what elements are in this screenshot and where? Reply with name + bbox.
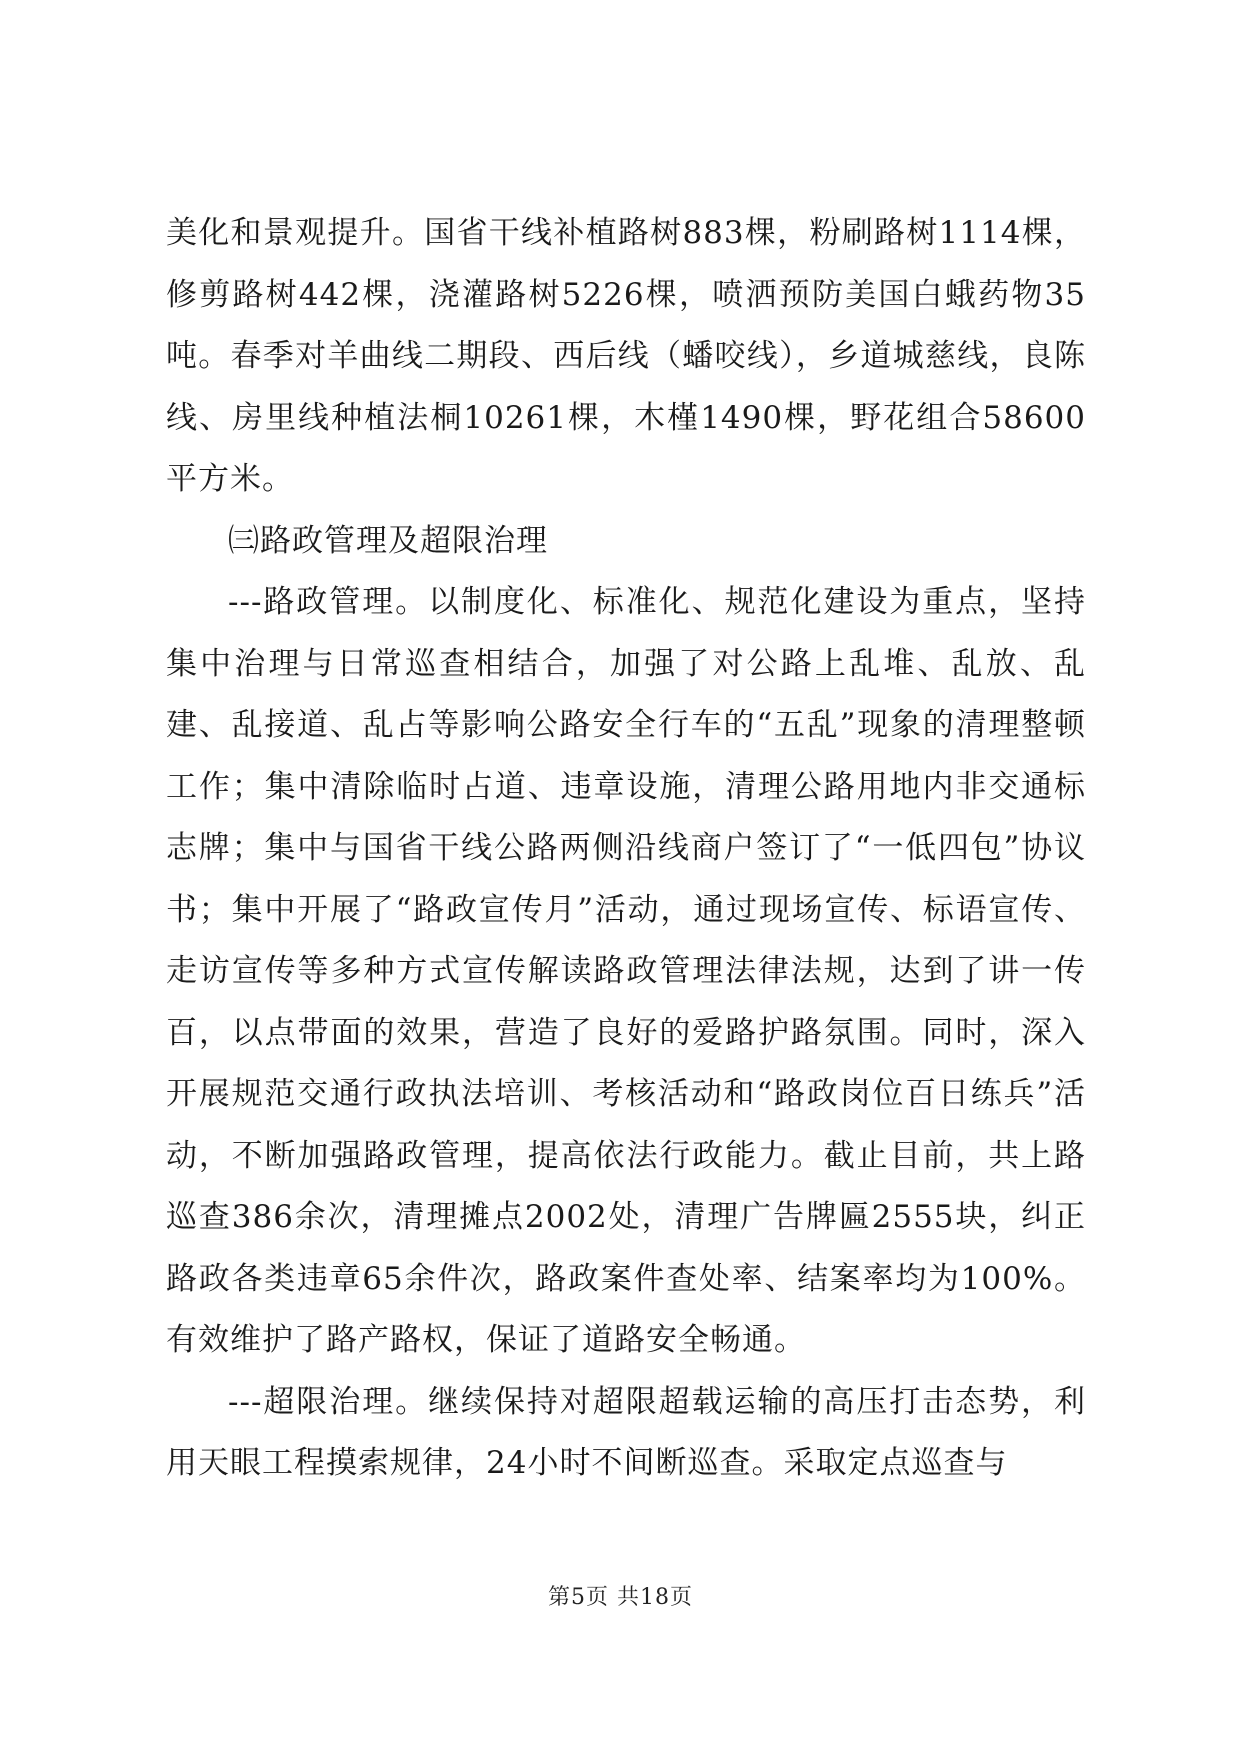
document-body — [166, 203, 1086, 1495]
paragraph-greening-continued: 美化和景观提升。国省干线补植路树883棵，粉刷路树1114棵，修剪路树442棵，浇灌路树5226棵，喷洒预防美国白蛾药物35吨。春季对羊曲线二期段、西后线（蟠咬线），乡道城慈线，良陈线、房里线种植法桐10261棵，木槿1490棵，野花组合58600平方米。 — [166, 215, 1086, 497]
paragraph-road-administration: ---路政管理。以制度化、标准化、规范化建设为重点，坚持集中治理与日常巡查相结合，加强了对公路上乱堆、乱放、乱建、乱接道、乱占等影响公路安全行车的“五乱”现象的清理整顿工作；集中清除临时占道、违章设施，清理公路用地内非交通标志牌；集中与国省干线公路两侧沿线商户签订了“一低四包”协议书；集中开展了“路政宣传月”活动，通过现场宣传、标语宣传、走访宣传等多种方式宣传解读路政管理法律法规，达到了讲一传百，以点带面的效果，营造了良好的爱路护路氛围。同时，深入开展规范交通行政执法培训、考核活动和“路政岗位百日练兵”活动，不断加强路政管理，提高依法行政能力。截止目前，共上路巡查386余次，清理摊点2002处，清理广告牌匾2555块，纠正路政各类违章65余件次，路政案件查处率、结案率均为100%。有效维护了路产路权，保证了道路安全畅通。 — [166, 584, 1086, 1358]
paragraph-overload-control: ---超限治理。继续保持对超限超载运输的高压打击态势，利用天眼工程摸索规律，24小时不间断巡查。采取定点巡查与 — [166, 1383, 1086, 1481]
section-heading-road-administration: ㈢路政管理及超限治理 — [228, 522, 548, 559]
page-footer: 第5页 共18页 — [548, 1585, 693, 1610]
